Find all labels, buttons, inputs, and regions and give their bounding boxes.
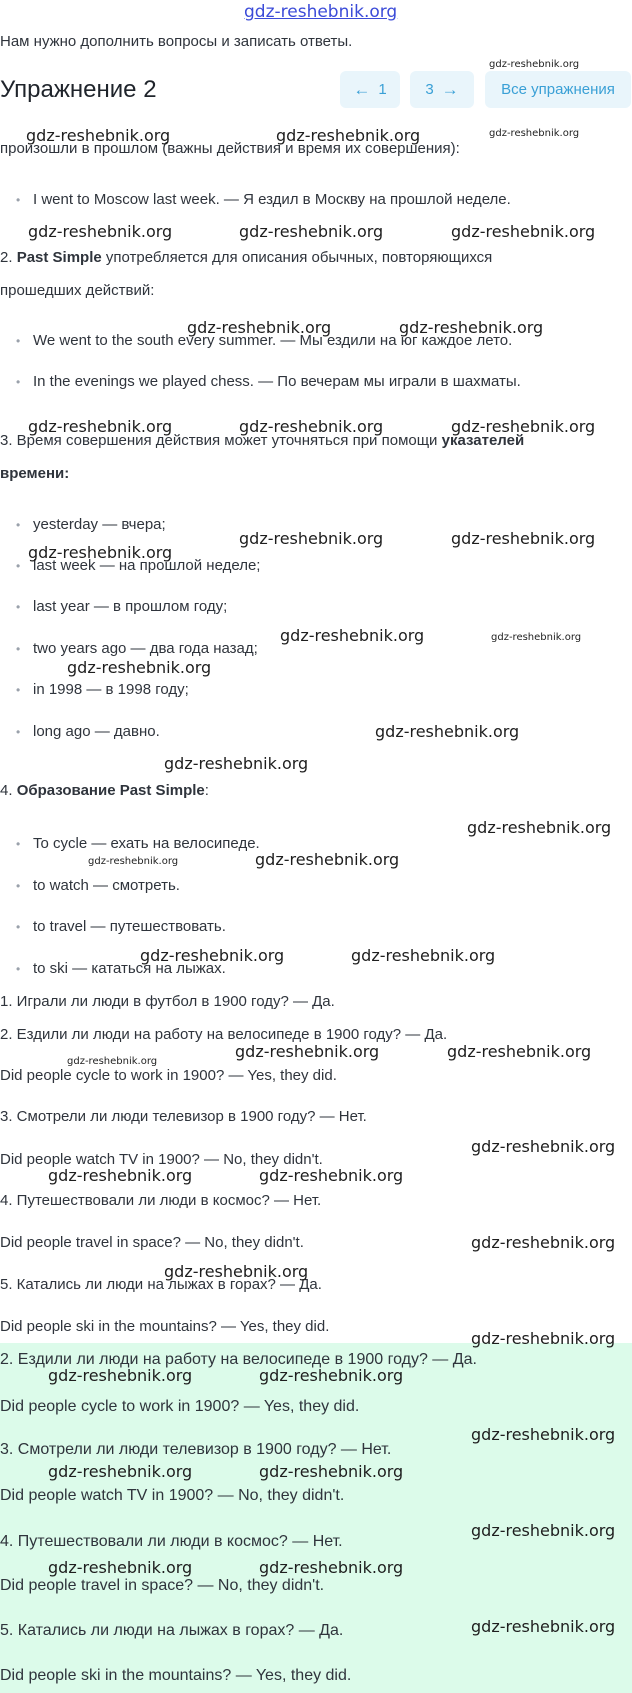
- watermark: gdz-reshebnik.org: [235, 1042, 380, 1061]
- time-marker-item: • yesterday — вчера;: [33, 516, 166, 534]
- question-line: 3. Смотрели ли люди телевизор в 1900 году? — Нет.: [0, 1108, 367, 1125]
- answer-line: Did people ski in the mountains? — Yes, they did.: [0, 1318, 330, 1335]
- watermark: gdz-reshebnik.org: [48, 1462, 193, 1481]
- theory-p2-example-1: • We went to the south every summer. — Мы ездили на юг каждое лето.: [33, 332, 512, 350]
- watermark: gdz-reshebnik.org: [28, 417, 173, 436]
- watermark: gdz-reshebnik.org: [259, 1462, 404, 1481]
- watermark: gdz-reshebnik.org: [67, 658, 212, 677]
- all-exercises-label: Все упражнения: [501, 81, 615, 98]
- verb-item: • to travel — путешествовать.: [33, 918, 226, 936]
- time-marker-item: • long ago — давно.: [33, 723, 160, 741]
- watermark: gdz-reshebnik.org: [140, 946, 285, 965]
- watermark: gdz-reshebnik.org: [48, 1558, 193, 1577]
- watermark: gdz-reshebnik.org: [28, 222, 173, 241]
- watermark: gdz-reshebnik.org: [471, 1233, 616, 1252]
- watermark: gdz-reshebnik.org: [187, 318, 332, 337]
- theory-p4-bold: Образование Past Simple: [16, 782, 205, 799]
- watermark: gdz-reshebnik.org: [164, 754, 309, 773]
- watermark: gdz-reshebnik.org: [164, 1262, 309, 1281]
- watermark: gdz-reshebnik.org: [26, 126, 171, 145]
- answer-block: [0, 1343, 632, 1693]
- answer-response-line: Did people ski in the mountains? — Yes, they did.: [0, 1667, 352, 1684]
- prev-exercise-button[interactable]: [340, 71, 400, 108]
- watermark: gdz-reshebnik.org: [451, 529, 596, 548]
- answer-line: Did people cycle to work in 1900? — Yes, they did.: [0, 1067, 337, 1084]
- verb-item: • to watch — смотреть.: [33, 877, 180, 895]
- watermark: gdz-reshebnik.org: [259, 1366, 404, 1385]
- watermark: gdz-reshebnik.org: [451, 222, 596, 241]
- watermark: gdz-reshebnik.org: [48, 1166, 193, 1185]
- theory-p2-example-2: • In the evenings we played chess. — По вечерам мы играли в шахматы.: [33, 373, 521, 391]
- all-exercises-button[interactable]: [485, 71, 631, 108]
- time-marker-item: • last week — на прошлой неделе;: [33, 557, 260, 575]
- watermark: gdz-reshebnik.org: [351, 946, 496, 965]
- watermark: gdz-reshebnik.org: [88, 856, 179, 867]
- watermark: gdz-reshebnik.org: [491, 632, 582, 643]
- theory-p2-line2: прошедших действий:: [0, 282, 155, 299]
- arrow-left-icon: ←: [353, 80, 371, 99]
- watermark: gdz-reshebnik.org: [255, 850, 400, 869]
- watermark: gdz-reshebnik.org: [471, 1137, 616, 1156]
- answer-question-line: 5. Катались ли люди на лыжах в горах? — Да.: [0, 1622, 344, 1639]
- question-line: 1. Играли ли люди в футбол в 1900 году? — Да.: [0, 993, 335, 1010]
- watermark: gdz-reshebnik.org: [48, 1366, 193, 1385]
- watermark: gdz-reshebnik.org: [489, 59, 580, 70]
- next-exercise-button[interactable]: [410, 71, 474, 108]
- theory-p3-line2: времени:: [0, 465, 70, 482]
- watermark: gdz-reshebnik.org: [28, 543, 173, 562]
- watermark: gdz-reshebnik.org: [471, 1329, 616, 1348]
- answer-response-line: Did people watch TV in 1900? — No, they didn't.: [0, 1487, 345, 1504]
- verb-item: • To cycle — ехать на велосипеде.: [33, 835, 260, 853]
- watermark: gdz-reshebnik.org: [259, 1166, 404, 1185]
- theory-p4-num: 4.: [0, 782, 13, 799]
- question-line: 4. Путешествовали ли люди в космос? — Нет.: [0, 1192, 322, 1209]
- watermark: gdz-reshebnik.org: [239, 417, 384, 436]
- question-line: 2. Ездили ли люди на работу на велосипеде в 1900 году? — Да.: [0, 1026, 448, 1043]
- answer-question-line: 4. Путешествовали ли люди в космос? — Нет.: [0, 1533, 343, 1550]
- theory-p1-tail: произошли в прошлом (важны действия и время их совершения):: [0, 140, 460, 157]
- watermark: gdz-reshebnik.org: [280, 626, 425, 645]
- next-exercise-label: 3: [425, 81, 434, 98]
- page-title: Упражнение 2: [0, 76, 157, 103]
- theory-p4-colon: :: [204, 782, 209, 799]
- watermark: gdz-reshebnik.org: [259, 1558, 404, 1577]
- watermark: gdz-reshebnik.org: [375, 722, 520, 741]
- site-link[interactable]: gdz-reshebnik.org: [244, 2, 398, 22]
- theory-p2-line1: [0, 249, 492, 267]
- watermark: gdz-reshebnik.org: [489, 128, 580, 139]
- watermark: gdz-reshebnik.org: [471, 1521, 616, 1540]
- watermark: gdz-reshebnik.org: [471, 1617, 616, 1636]
- arrow-right-icon: →: [441, 80, 459, 99]
- theory-p2-bold: Past Simple: [16, 249, 102, 266]
- watermark: gdz-reshebnik.org: [447, 1042, 592, 1061]
- theory-p1-example: • I went to Moscow last week. — Я ездил в Москву на прошлой неделе.: [33, 191, 511, 209]
- verb-item: • to ski — кататься на лыжах.: [33, 960, 226, 978]
- theory-p3-text: 3. Время совершения действия может уточняться при помощи: [0, 432, 438, 449]
- watermark: gdz-reshebnik.org: [276, 126, 421, 145]
- answer-response-line: Did people cycle to work in 1900? — Yes, they did.: [0, 1398, 360, 1415]
- watermark: gdz-reshebnik.org: [67, 1056, 158, 1067]
- watermark: gdz-reshebnik.org: [399, 318, 544, 337]
- answer-line: Did people travel in space? — No, they didn't.: [0, 1234, 304, 1251]
- theory-p2-num: 2.: [0, 249, 13, 266]
- theory-p3-bold: указателей: [441, 432, 525, 449]
- answer-response-line: Did people travel in space? — No, they didn't.: [0, 1577, 325, 1594]
- time-marker-item: • two years ago — два года назад;: [33, 640, 258, 658]
- time-marker-item: • in 1998 — в 1998 году;: [33, 681, 189, 699]
- answer-question-line: 3. Смотрели ли люди телевизор в 1900 году? — Нет.: [0, 1441, 392, 1458]
- watermark: gdz-reshebnik.org: [451, 417, 596, 436]
- time-marker-item: • last year — в прошлом году;: [33, 598, 227, 616]
- watermark: gdz-reshebnik.org: [239, 222, 384, 241]
- answer-question-line: 2. Ездили ли люди на работу на велосипеде в 1900 году? — Да.: [0, 1351, 477, 1368]
- theory-p4-line: [0, 782, 209, 800]
- prev-exercise-label: 1: [378, 81, 387, 98]
- answer-line: Did people watch TV in 1900? — No, they didn't.: [0, 1151, 323, 1168]
- theory-p2-text: употребляется для описания обычных, повторяющихся: [105, 249, 493, 266]
- watermark: gdz-reshebnik.org: [471, 1425, 616, 1444]
- watermark: gdz-reshebnik.org: [467, 818, 612, 837]
- watermark: gdz-reshebnik.org: [239, 529, 384, 548]
- question-line: 5. Катались ли люди на лыжах в горах? — Да.: [0, 1276, 322, 1293]
- intro-text: Нам нужно дополнить вопросы и записать ответы.: [0, 33, 353, 50]
